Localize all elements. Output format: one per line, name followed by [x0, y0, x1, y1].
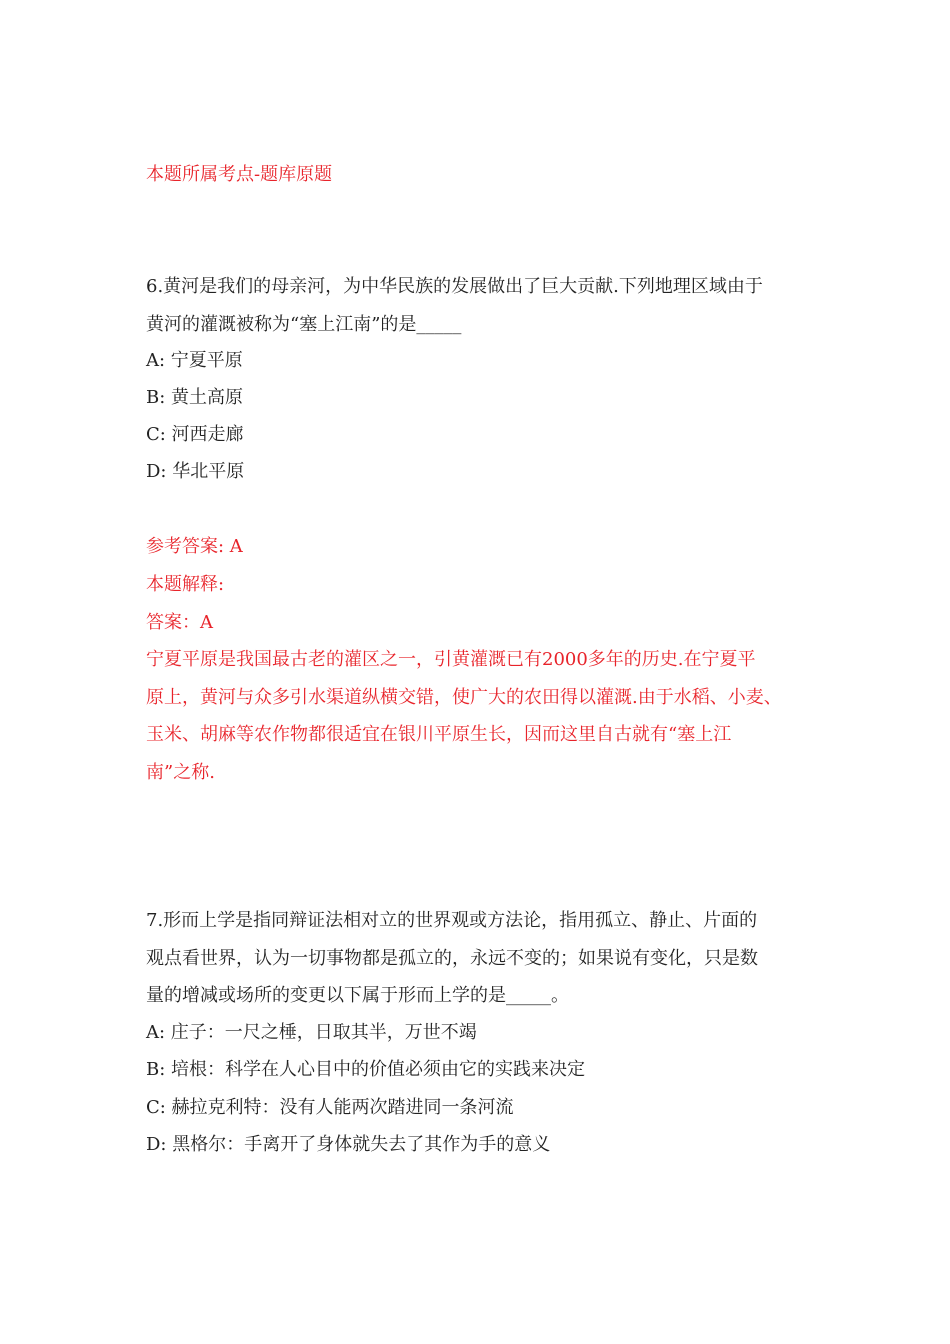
explanation-6-line-2: 原上，黄河与众多引水渠道纵横交错，使广大的农田得以灌溉.由于水稻、小麦、 [146, 687, 782, 708]
topic-source-note: 本题所属考点-题库原题 [146, 164, 333, 185]
question-7-option-d: D: 黑格尔：手离开了身体就失去了其作为手的意义 [146, 1134, 551, 1155]
question-7-stem-line-1: 7.形而上学是指同辩证法相对立的世界观或方法论，指用孤立、静止、片面的 [146, 910, 758, 931]
question-6-stem-line-1: 6.黄河是我们的母亲河，为中华民族的发展做出了巨大贡献.下列地理区域由于 [146, 276, 763, 297]
answer-line-6: 答案：A [146, 612, 213, 633]
explanation-6-line-4: 南”之称. [146, 762, 215, 783]
question-7-option-a: A: 庄子：一尺之棰，日取其半，万世不竭 [146, 1022, 477, 1043]
explanation-heading-6: 本题解释: [146, 574, 225, 595]
explanation-6-line-3: 玉米、胡麻等农作物都很适宜在银川平原生长，因而这里自古就有“塞上江 [146, 724, 732, 745]
question-7-stem-line-3: 量的增减或场所的变更以下属于形而上学的是_____。 [146, 985, 569, 1006]
question-6-option-b: B: 黄土高原 [146, 387, 244, 408]
question-7-stem-line-2: 观点看世界，认为一切事物都是孤立的，永远不变的；如果说有变化，只是数 [146, 948, 758, 969]
question-7-option-c: C: 赫拉克利特：没有人能两次踏进同一条河流 [146, 1097, 514, 1118]
question-6-option-c: C: 河西走廊 [146, 424, 244, 445]
question-6-stem-line-2: 黄河的灌溉被称为“塞上江南”的是_____ [146, 314, 462, 335]
explanation-6-line-1: 宁夏平原是我国最古老的灌区之一，引黄灌溉已有2000多年的历史.在宁夏平 [146, 649, 756, 670]
question-7-option-b: B: 培根：科学在人心目中的价值必须由它的实践来决定 [146, 1059, 586, 1080]
reference-answer-6: 参考答案: A [146, 536, 243, 557]
question-6-option-d: D: 华北平原 [146, 461, 245, 482]
question-6-option-a: A: 宁夏平原 [146, 350, 243, 371]
